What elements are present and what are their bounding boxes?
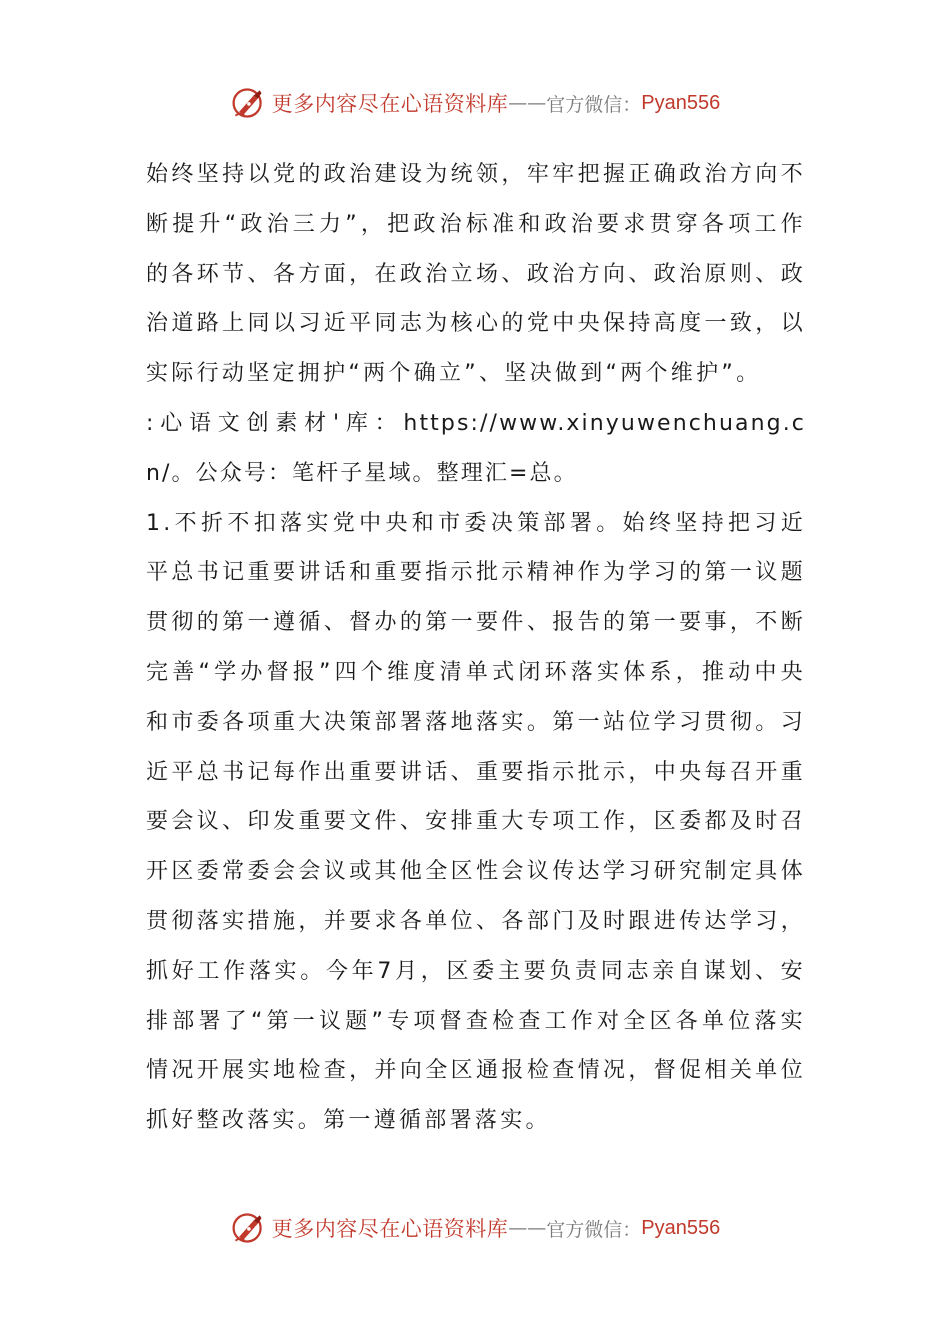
footer-banner [0,1208,950,1248]
banner-wechat-label: 官方微信： [546,93,642,116]
pen-nib-logo-icon [230,85,266,121]
footer-brand-text: 更多内容尽在心语资料库 [271,1217,509,1241]
banner-brand-text: 更多内容尽在心语资料库 [271,92,509,116]
document-body [146,150,806,1146]
paragraph-implementation: 1.不折不扣落实党中央和市委决策部署。始终坚持把习近平总书记重要讲话和重要指示批示精神作为学习的第一议题贯彻的第一遵循、督办的第一要件、报告的第一要事，不断完善“学办督报”四个维度清单式闭环落实体系，推动中央和市委各项重大决策部署落地落实。第一站位学习贯彻。习近平总书记每作出重要讲话、重要指示批示，中央每召开重要会议、印发重要文件、安排重大专项工作，区委都及时召开区委常委会会议或其他全区性会议传达学习研究制定具体贯彻落实措施，并要求各单位、各部门及时跟进传达学习，抓好工作落实。今年7月，区委主要负责同志亲自谋划、安排部署了“第一议题”专项督查检查工作对全区各单位落实情况开展实地检查，并向全区通报检查情况，督促相关单位抓好整改落实。第一遵循部署落实。 [146,510,806,1134]
banner-wechat-id: Pyan556 [641,91,721,114]
pen-nib-logo-icon [230,1210,266,1246]
footer-wechat-label: 官方微信： [546,1218,642,1241]
banner-dash: —— [508,92,547,114]
footer-dash: —— [508,1217,547,1239]
paragraph-source-note: :心语文创素材'库：https://www.xinyuwenchuang.cn/。公众号：笔杆子星域。整理汇=总。 [146,410,806,486]
paragraph-political-construction: 始终坚持以党的政治建设为统领，牢牢把握正确政治方向不断提升“政治三力”，把政治标准和政治要求贯穿各项工作的各环节、各方面，在政治立场、政治方向、政治原则、政治道路上同以习近平同志为核心的党中央保持高度一致，以实际行动坚定拥护“两个确立”、坚决做到“两个维护”。 [146,162,806,387]
header-banner [0,83,950,123]
footer-wechat-id: Pyan556 [641,1216,721,1239]
